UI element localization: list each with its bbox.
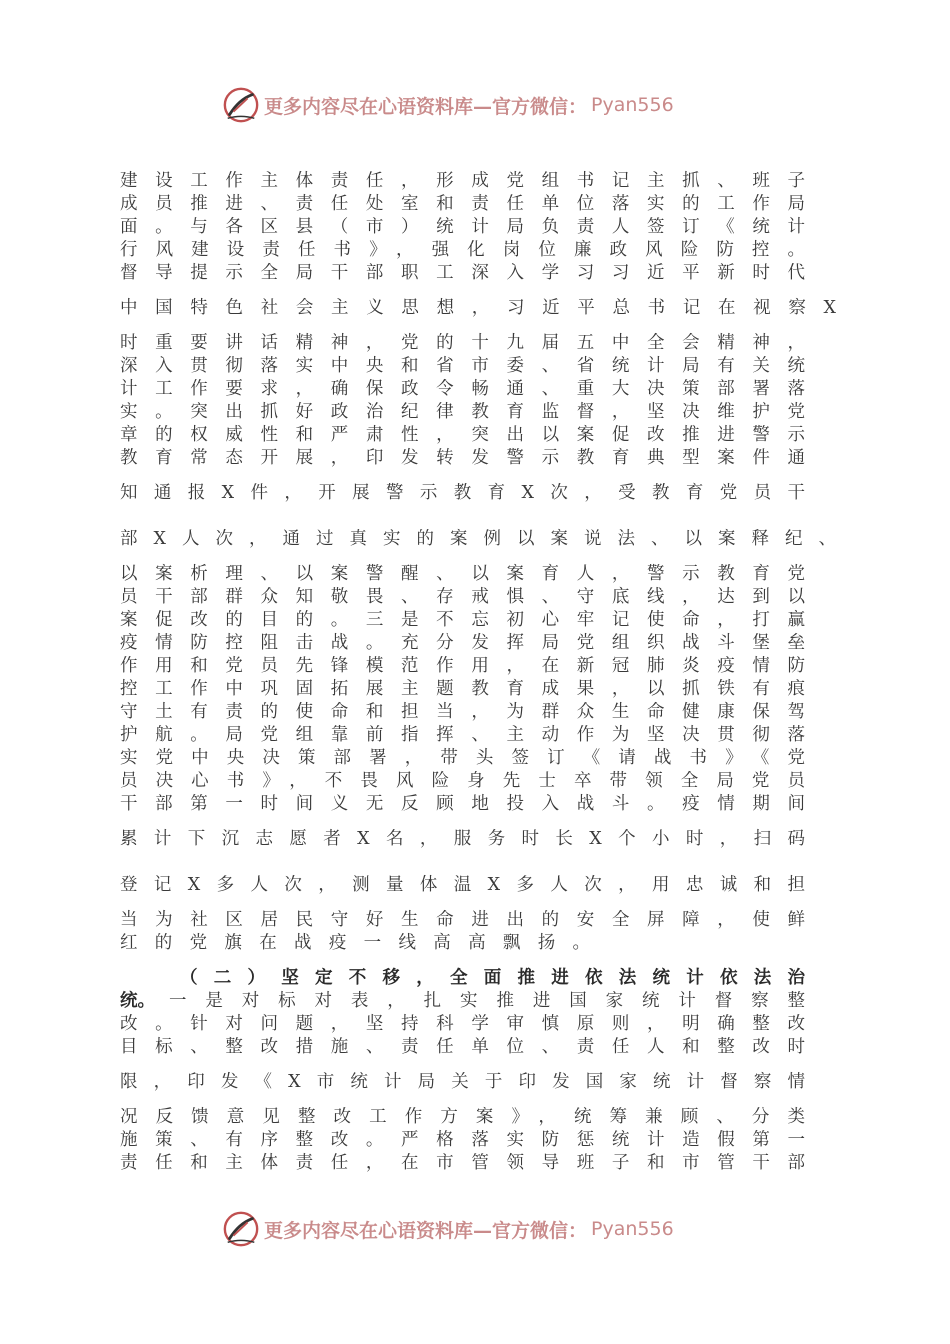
text-line: 红的党旗在战疫一线高高飘扬。	[120, 933, 590, 953]
text-line: 成员推进、责任处室和责任单位落实的工作局	[120, 194, 805, 214]
text-line: 教育常态开展，印发转发警示教育典型案件通	[120, 448, 805, 468]
text-line: 知通报X件，开展警示教育X次，受教育党员干	[120, 483, 805, 503]
watermark-banner-bottom	[222, 1209, 742, 1249]
text-line: 累计下沉志愿者X名，服务时长X个小时，扫码	[120, 829, 805, 849]
text-line: 当为社区居民守好生命进出的安全屏障，使鲜	[120, 910, 805, 930]
text-line: 施策、有序整改。严格落实防惩统计造假第一	[120, 1130, 805, 1150]
text-line: 改。针对问题，坚持科学审慎原则，明确整改	[120, 1014, 805, 1034]
text-line: 以案析理、以案警醒、以案育人，警示教育党	[120, 564, 805, 584]
wechat-id: Pyan556	[591, 94, 674, 116]
text-line-rest: 一是对标对表，扎实推进国家统计督察整	[169, 991, 805, 1011]
text-line: 干部第一时间义无反顾地投入战斗。疫情期间	[120, 794, 805, 814]
text-line: 况反馈意见整改工作方案》，统筹兼顾、分类	[120, 1107, 805, 1127]
pen-logo-icon	[222, 86, 260, 124]
text-line: 章的权威性和严肃性，突出以案促改推进警示	[120, 425, 805, 445]
text-line: 案促改的目的。三是不忘初心牢记使命，打赢	[120, 610, 805, 630]
section-heading: （二）坚定不移，全面推进依法统计依法治	[180, 968, 805, 988]
text-line: 疫情防控阻击战。充分发挥局党组织战斗堡垒	[120, 633, 805, 653]
text-line: 员决心书》，不畏风险身先士卒带领全局党员	[120, 771, 805, 791]
text-line: 员干部群众知敬畏、存戒惧、守底线，达到以	[120, 587, 805, 607]
text-line: 督导提示全局干部职工深入学习习近平新时代	[120, 263, 805, 283]
watermark-text: 更多内容尽在心语资料库—官方微信：	[264, 95, 588, 118]
watermark-banner-top	[222, 85, 742, 125]
wechat-id: Pyan556	[591, 1218, 674, 1240]
text-line: 责任和主体责任，在市管领导班子和市管干部	[120, 1153, 805, 1173]
text-line: 时重要讲话精神，党的十九届五中全会精神，	[120, 333, 805, 353]
text-line: 中国特色社会主义思想，习近平总书记在视察X	[120, 298, 836, 318]
text-line: 建设工作主体责任，形成党组书记主抓、班子	[120, 171, 805, 191]
text-line: 限，印发《X市统计局关于印发国家统计督察情	[120, 1072, 805, 1092]
text-line: 登记X多人次，测量体温X多人次，用忠诚和担	[120, 875, 805, 895]
text-line: 面。与各区县（市）统计局负责人签订《统计	[120, 217, 805, 237]
text-line: 目标、整改措施、责任单位、责任人和整改时	[120, 1037, 805, 1057]
text-line: 行风建设责任书》，强化岗位廉政风险防控。	[120, 240, 805, 260]
text-line: 部X人次，通过真实的案例以案说法、以案释纪、	[120, 529, 836, 549]
pen-logo-icon	[222, 1210, 260, 1248]
text-line: 实。突出抓好政治纪律教育监督，坚决维护党	[120, 402, 805, 422]
text-line	[120, 990, 805, 1012]
watermark-text: 更多内容尽在心语资料库—官方微信：	[264, 1219, 588, 1242]
text-line: 作用和党员先锋模范作用，在新冠肺炎疫情防	[120, 656, 805, 676]
text-line: 护航。局党组靠前指挥、主动作为坚决贯彻落	[120, 725, 805, 745]
text-line: 守土有责的使命和担当，为群众生命健康保驾	[120, 702, 805, 722]
section-heading-cont: 统。	[120, 991, 155, 1011]
text-line: 计工作要求，确保政令畅通、重大决策部署落	[120, 379, 805, 399]
text-line: 控工作中巩固拓展主题教育成果，以抓铁有痕	[120, 679, 805, 699]
text-line: 深入贯彻落实中央和省市委、省统计局有关统	[120, 356, 805, 376]
text-line: 实党中央决策部署，带头签订《请战书》《党	[120, 748, 805, 768]
